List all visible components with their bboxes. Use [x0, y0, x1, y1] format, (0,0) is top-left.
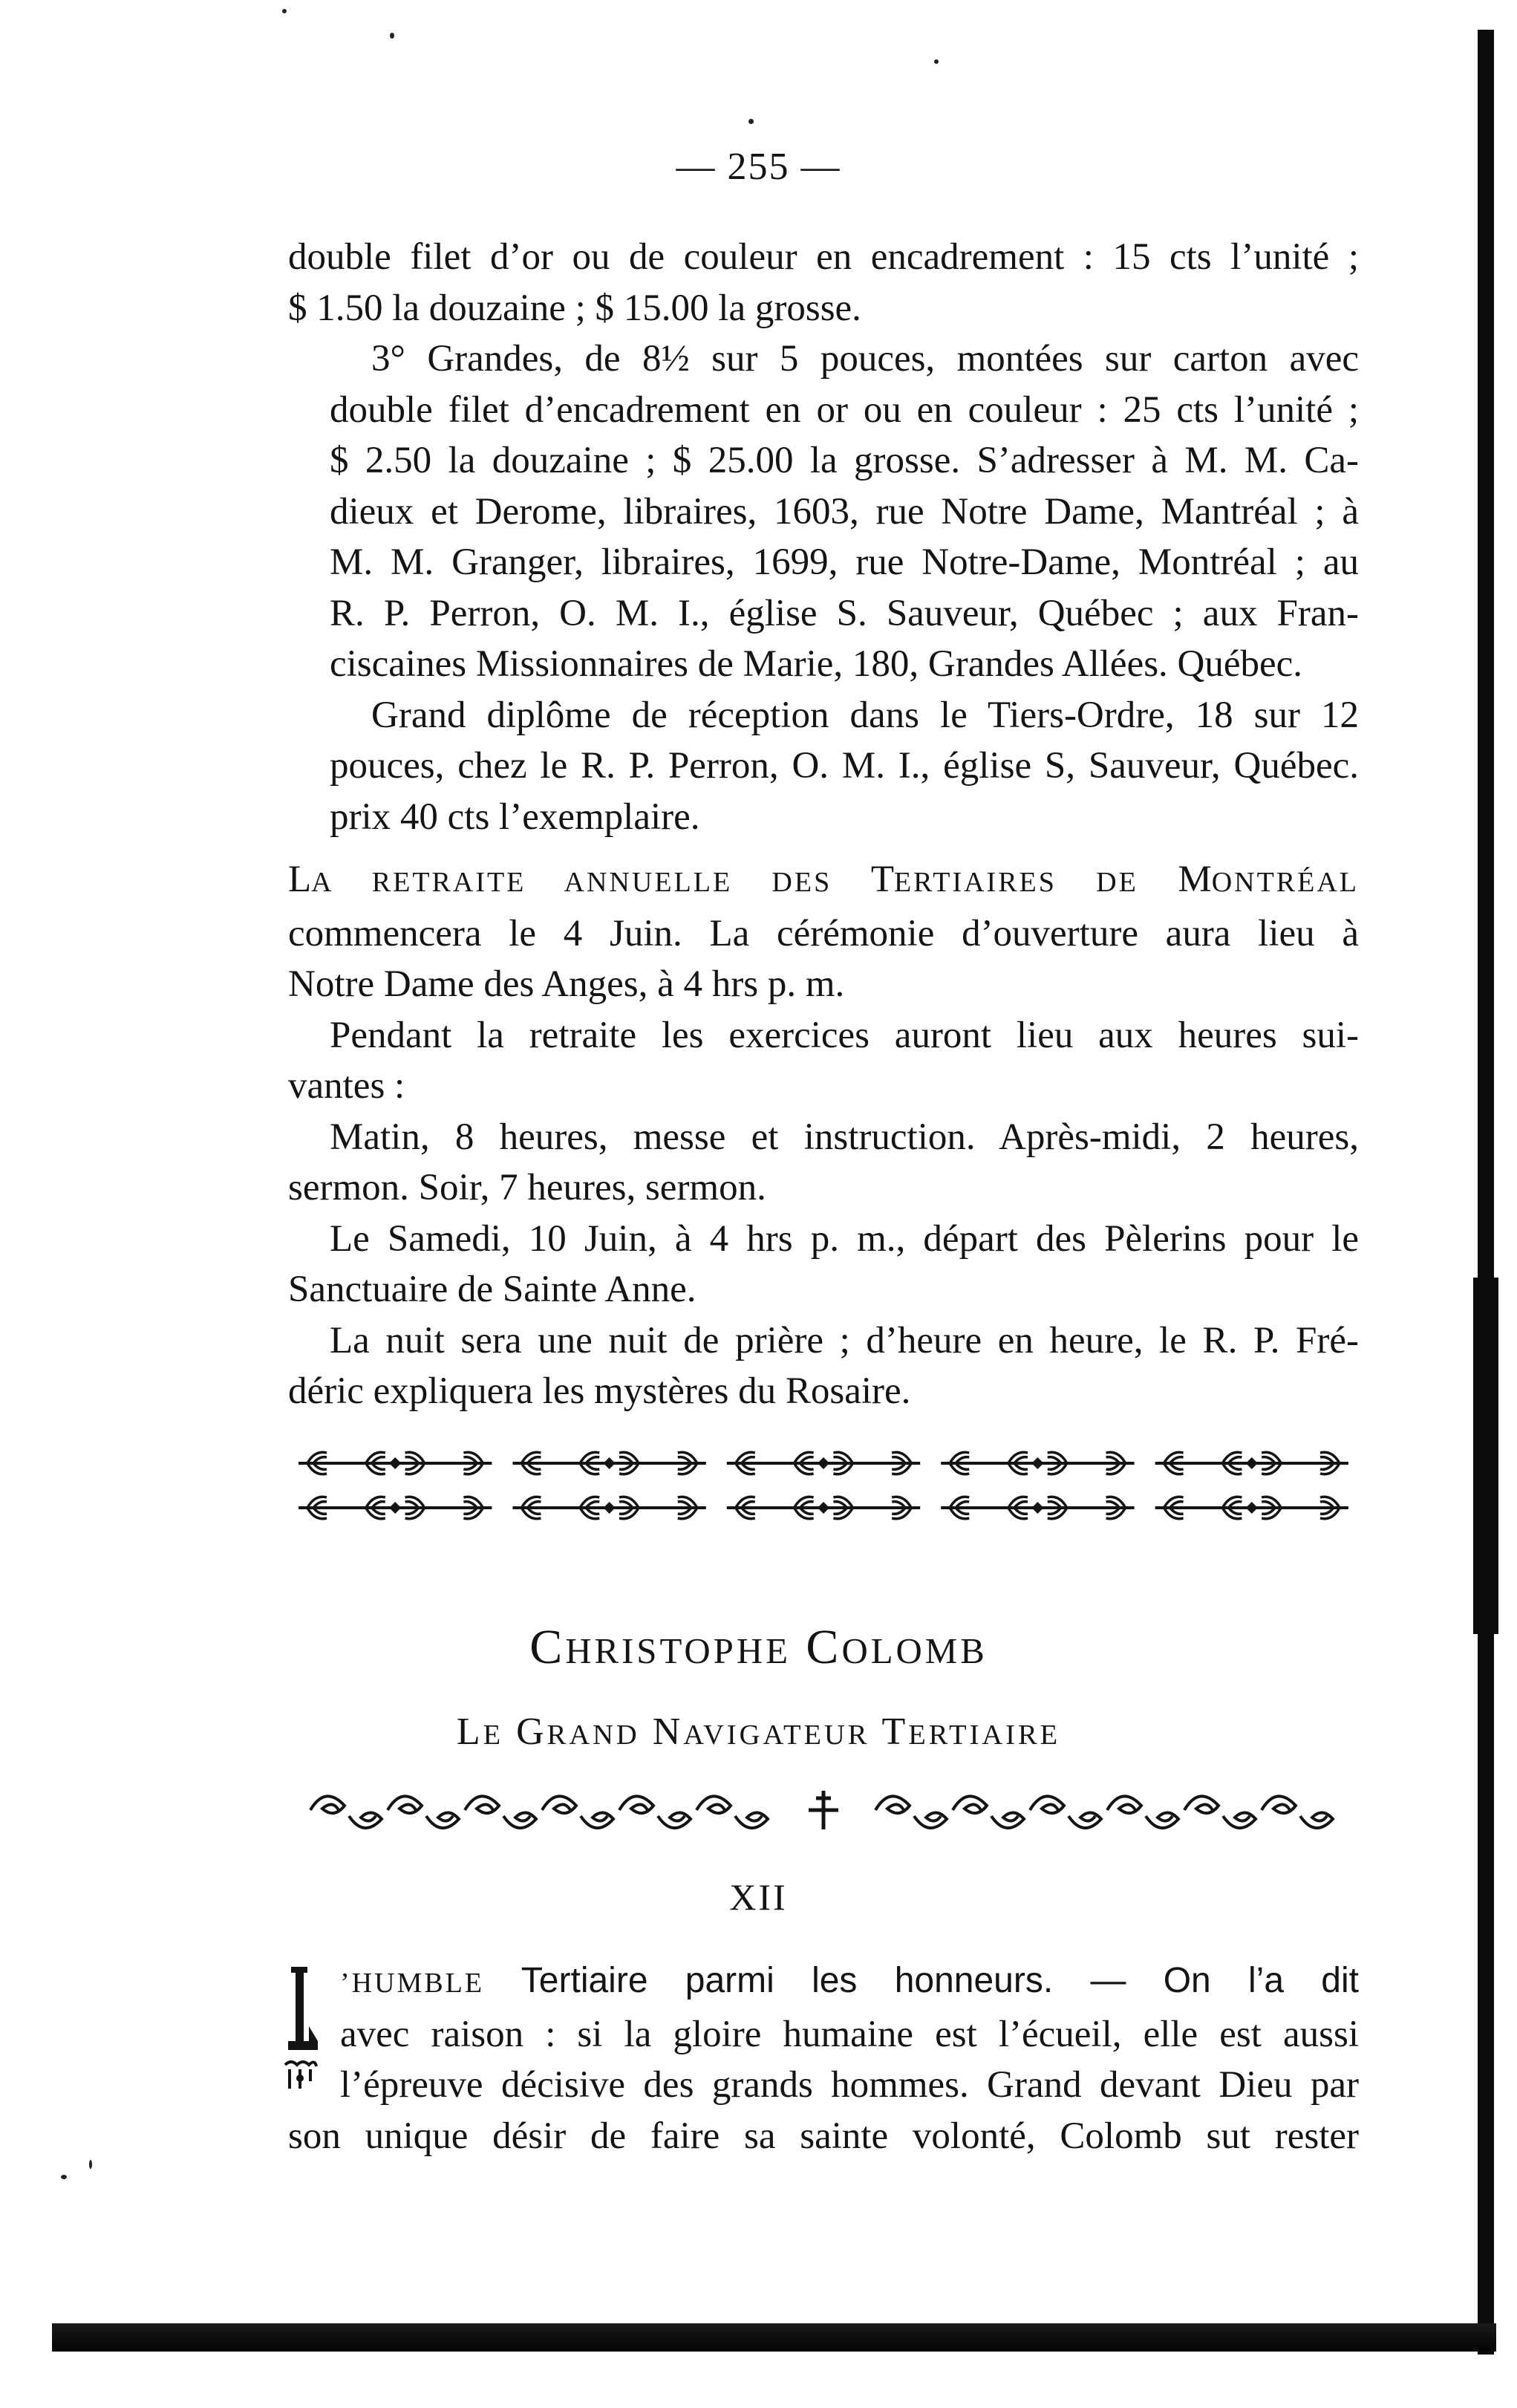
notice-paragraph	[288, 1315, 1359, 1417]
chapter-title: CHRISTOPHE COLOMB	[529, 1620, 988, 1674]
notice-line: Le Samedi, 10 Juin, à 4 hrs p. m., départ des Pèlerins pour le	[330, 1217, 1359, 1260]
ornament-scroll	[1184, 1796, 1256, 1828]
listing-line: $ 1.50 la douzaine ; $ 15.00 la grosse.	[288, 287, 861, 329]
page-number: — 255 —	[676, 146, 841, 188]
notice-line: Notre Dame des Anges, à 4 hrs p. m.	[288, 963, 845, 1005]
listing-line: Grand diplôme de réception dans le Tiers-Ordre, 18 sur 12	[371, 694, 1359, 736]
listing-line: prix 40 cts l’exemplaire.	[330, 795, 700, 838]
notice-line: Sanctuaire de Sainte Anne.	[288, 1269, 696, 1310]
scan-speck	[748, 119, 754, 124]
ornament-divider-top	[288, 1448, 1359, 1537]
ornament-motif	[727, 1452, 920, 1518]
retreat-notice-section	[288, 854, 1359, 1417]
notice-line: commencera le 4 Juin. La cérémonie d’ouverture aura lieu à	[288, 912, 1359, 954]
ornament-scroll	[1262, 1796, 1333, 1828]
listing-line: ciscaines Missionnaires de Marie, 180, Grandes Allées. Québec.	[330, 643, 1303, 685]
ornament-cross-icon	[809, 1791, 838, 1829]
scan-speck	[89, 2160, 92, 2169]
listing-paragraph	[288, 690, 1359, 843]
price-listing-section	[288, 232, 1359, 842]
binding-edge	[1478, 30, 1494, 2355]
listing-line: R. P. Perron, O. M. I., église S. Sauveur, Québec ; aux Fran-	[330, 592, 1359, 634]
ornament-scroll	[310, 1796, 382, 1828]
notice-paragraph	[288, 1214, 1359, 1315]
listing-line: $ 2.50 la douzaine ; $ 25.00 la grosse. S’adresser à M. M. Ca-	[330, 440, 1359, 481]
notice-line: vantes :	[288, 1065, 405, 1107]
chapter-number: XII	[729, 1876, 788, 1918]
bottom-scan-edge	[52, 2323, 1496, 2352]
ornament-motif	[512, 1452, 705, 1518]
notice-paragraph	[288, 1010, 1359, 1112]
scan-speck	[390, 33, 394, 39]
ornament-scroll	[953, 1796, 1024, 1828]
notice-line: La nuit sera une nuit de prière ; d’heure en heure, le R. P. Fré-	[330, 1319, 1359, 1361]
notice-line: Pendant la retraite les exercices auront lieu aux heures sui-	[330, 1014, 1359, 1056]
notice-paragraphs	[288, 1010, 1359, 1417]
notice-line: Matin, 8 heures, messe et instruction. Après-midi, 2 heures,	[330, 1116, 1359, 1158]
scan-speck	[61, 2175, 67, 2179]
ornament-divider-bottom	[288, 1786, 1359, 1834]
notice-paragraph	[288, 1112, 1359, 1214]
ornament-motif	[1155, 1452, 1348, 1518]
chapter-subtitle: LE GRAND NAVIGATEUR TERTIAIRE	[456, 1711, 1061, 1753]
listing-line: double filet d’or ou de couleur en encadrement : 15 cts l’unité ;	[288, 236, 1359, 278]
opening-line: avec raison : si la gloire humaine est l’écueil, elle est aussi	[340, 2013, 1359, 2055]
scan-speck	[282, 9, 287, 13]
ornament-scroll	[1030, 1796, 1101, 1828]
ornament-scroll	[696, 1796, 768, 1828]
listing-paragraph	[288, 232, 1359, 333]
ornament-scroll	[1107, 1796, 1178, 1828]
scan-speck	[934, 59, 939, 64]
notice-lead-paragraph	[288, 854, 1359, 1010]
ornament-scroll	[875, 1796, 947, 1828]
ornament-scroll	[619, 1796, 691, 1828]
opening-line: ’HUMBLE Tertiaire parmi les honneurs. — On l’a dit	[340, 1961, 1359, 2000]
listing-line: 3° Grandes, de 8½ sur 5 pouces, montées sur carton avec	[371, 338, 1359, 380]
opening-line: l’épreuve décisive des grands hommes. Grand devant Dieu par	[340, 2064, 1359, 2106]
notice-line: sermon. Soir, 7 heures, sermon.	[288, 1167, 766, 1208]
chapter-opening-text	[288, 1955, 1359, 2161]
notice-lead-line: LA RETRAITE ANNUELLE DES TERTIAIRES DE MONTRÉAL	[288, 859, 1359, 900]
ornament-motif	[298, 1452, 492, 1518]
ornament-motif	[941, 1452, 1134, 1518]
ornament-scroll	[388, 1796, 459, 1828]
listing-line: pouces, chez le R. P. Perron, O. M. I., église S, Sauveur, Québec.	[330, 745, 1359, 787]
opening-line: son unique désir de faire sa sainte volonté, Colomb sut rester	[288, 2115, 1359, 2157]
ornament-scroll	[465, 1796, 536, 1828]
listing-paragraph	[288, 333, 1359, 690]
notice-line: déric expliquera les mystères du Rosaire.	[288, 1370, 911, 1412]
listing-line: dieux et Derome, libraires, 1603, rue Notre Dame, Mantréal ; à	[330, 490, 1359, 533]
listing-line: double filet d’encadrement en or ou en couleur : 25 cts l’unité ;	[330, 388, 1359, 431]
listing-line: M. M. Granger, libraires, 1699, rue Notre-Dame, Montréal ; au	[330, 541, 1359, 583]
binding-edge-shadow	[1473, 1278, 1498, 1634]
ornament-scroll	[542, 1796, 613, 1828]
